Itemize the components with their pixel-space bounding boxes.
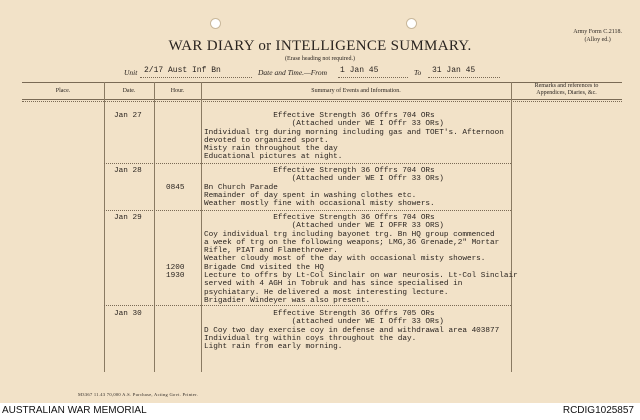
- entry-summary: Effective Strength 36 Offrs 704 ORs (Attached under WE I Offr 33 ORs) Individual trg during morning including gas and TOET's. Afternoon devoted to organized sport. Misty rain throughout the day Educational pictures at night.: [204, 112, 504, 162]
- form-reference: Army Form C.2118. (Alloy ed.): [573, 29, 622, 43]
- date-from-value: 1 Jan 45: [340, 66, 379, 75]
- table-header-rule-dotted: [22, 101, 622, 102]
- unit-underline: [140, 77, 252, 78]
- page-title: WAR DIARY or INTELLIGENCE SUMMARY.: [168, 38, 472, 54]
- entry-separator: [104, 210, 511, 211]
- entry-date: Jan 28: [114, 167, 142, 175]
- to-underline: [428, 77, 500, 78]
- column-divider: [154, 82, 155, 372]
- page-subtitle: (Erase heading not required.): [285, 56, 355, 62]
- entry-separator: [104, 163, 511, 164]
- entry-separator: [104, 305, 511, 306]
- column-header-remarks: Remarks and references to Appendices, Diaries, &c.: [534, 83, 599, 96]
- punch-hole: [406, 18, 417, 29]
- date-label: Date and Time.—From: [258, 68, 328, 77]
- punch-hole: [210, 18, 221, 29]
- column-header-place: Place.: [55, 88, 71, 94]
- archive-credit: AUSTRALIAN WAR MEMORIAL: [2, 405, 147, 416]
- printer-imprint: M3367 11.43 70,000 A.S. Purchase, Acting Govt. Printer.: [78, 392, 199, 397]
- entry-summary: Effective Strength 36 Offrs 704 ORs (Attached under WE I OFFR 33 ORS) Coy individual trg including bayonet trg. Bn HQ group commenced a week of trg on the following weapons; LMG,36 Grenade,2" Mortar Rifle, PIAT and Flamethrower. Weather cloudy most of the day with occasional misty showers. Brigade Cmd visited the HQ Lecture to offrs by Lt-Col Sinclair on war neurosis. Lt-Col Sinclair served with 4 AGH in Tobruk and has since specialised in psychiatary. He delivered a most interesting lecture. Brigadier Windeyer was also present.: [204, 214, 518, 305]
- column-header-date: Date.: [122, 88, 136, 94]
- archive-reference: RCDIG1025857: [562, 405, 634, 416]
- column-header-summary: Summary of Events and Information.: [311, 88, 401, 94]
- unit-value: 2/17 Aust Inf Bn: [144, 66, 221, 75]
- entry-date: Jan 27: [114, 112, 142, 120]
- table-header-rule: [22, 99, 622, 100]
- from-underline: [338, 77, 408, 78]
- entry-summary: Effective Strength 36 Offrs 704 ORs (Attached under WE I Offr 33 ORs) Bn Church Parade Remainder of day spent in washing clothes etc. Weather mostly fine with occasional misty showers.: [204, 167, 444, 209]
- column-divider: [104, 82, 105, 372]
- entry-summary: Effective Strength 36 Offrs 705 ORs (attached under WE I Offr 33 ORs) D Coy two day exercise coy in defense and withdrawal area 403877 Individual trg within coys throughout the day. Light rain from early morning.: [204, 310, 500, 352]
- entry-date: Jan 29: [114, 214, 142, 222]
- entry-date: Jan 30: [114, 310, 142, 318]
- unit-label: Unit: [124, 68, 138, 77]
- entry-hours: 1200 1930: [166, 263, 185, 281]
- date-to-label: To: [414, 68, 422, 77]
- column-divider: [201, 82, 202, 372]
- date-to-value: 31 Jan 45: [432, 66, 476, 75]
- entry-hours: 0845: [166, 183, 185, 192]
- column-header-hour: Hour.: [170, 88, 185, 94]
